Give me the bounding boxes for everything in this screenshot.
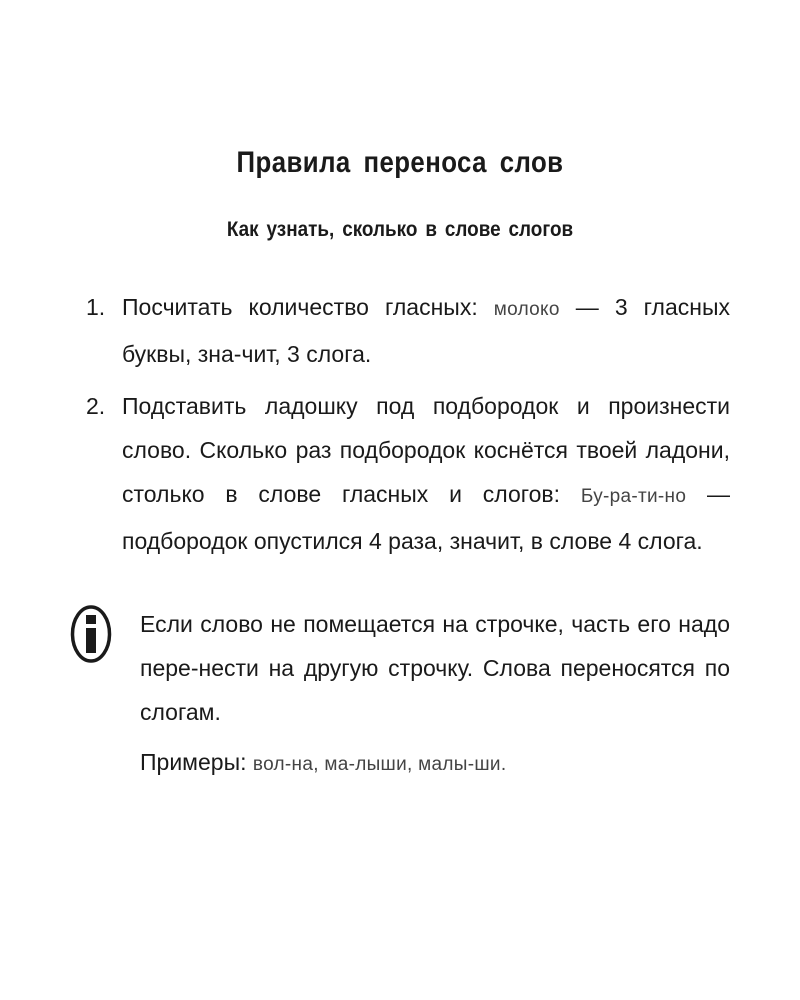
list-item xyxy=(86,384,730,563)
note-examples xyxy=(140,740,730,787)
example-words: вол-на, ма-лыши, малы-ши. xyxy=(252,754,507,775)
info-note xyxy=(140,602,730,787)
list-item-text: — 3 гласных буквы, зна-чит, 3 слога. xyxy=(122,294,730,367)
page-title: Правила переноса слов xyxy=(236,146,564,179)
list-item xyxy=(86,285,730,376)
list-item-number: 2. xyxy=(86,393,106,419)
list-item-text: — подбородок опустился 4 раза, значит, в слове 4 слога. xyxy=(122,481,731,554)
list-item-text: Посчитать количество гласных: xyxy=(122,294,494,320)
page-subtitle: Как узнать, сколько в слове слогов xyxy=(226,218,574,241)
example-word: Бу-ра-ти-но xyxy=(580,486,687,507)
info-icon xyxy=(70,604,112,664)
examples-label: Примеры: xyxy=(140,749,253,775)
example-word: молоко xyxy=(493,299,560,320)
list-item-number: 1. xyxy=(86,294,106,320)
list-item-text: Подставить ладошку под подбородок и произнести слово. Сколько раз подбородок коснётся твоей ладони, столько в слове гласных и слогов: xyxy=(122,393,730,507)
numbered-list xyxy=(86,285,730,563)
note-text: Если слово не помещается на строчке, часть его надо пере-нести на другую строчку. Слова переносятся по слогам. xyxy=(140,611,730,725)
